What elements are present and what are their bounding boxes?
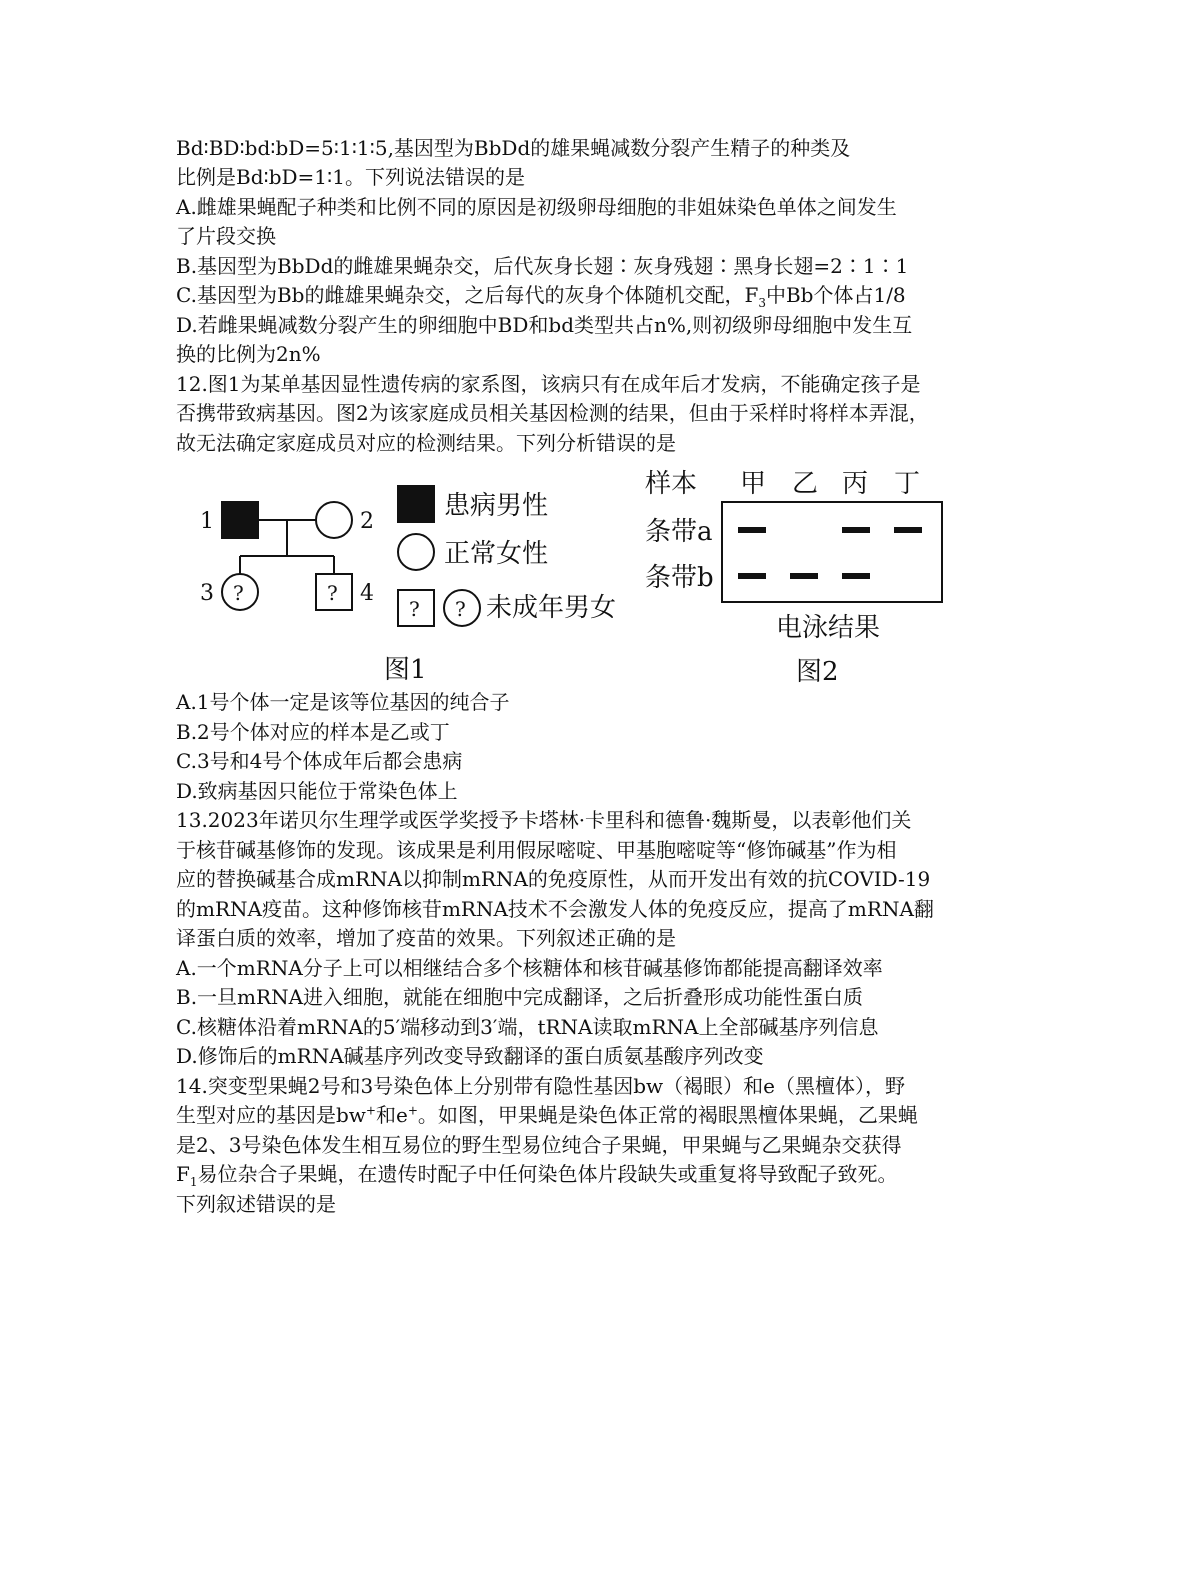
option-b-line: B.一旦mRNA进入细胞，就能在细胞中完成翻译，之后折叠形成功能性蛋白质: [176, 985, 864, 1009]
option-b-line: B.2号个体对应的样本是乙或丁: [176, 720, 450, 744]
subscript: 1: [189, 1175, 198, 1189]
text-span: 易位杂合子果蝇，在遗传时配子中任何染色体片段缺失或重复将导致配子致死。: [197, 1162, 898, 1186]
text-line: 换的比例为2n%: [176, 342, 321, 366]
question-mark: ?: [233, 581, 244, 605]
question-mark: ?: [455, 597, 466, 621]
text-span: F: [176, 1162, 190, 1186]
question-mark: ?: [409, 597, 420, 621]
text-span: 。如图，甲果蝇是染色体正常的褐眼黑檀体果蝇，乙果蝇: [417, 1103, 918, 1127]
column-label: 丁: [894, 469, 921, 499]
text-span: 和e: [375, 1103, 408, 1127]
text-line: 下列叙述错误的是: [176, 1192, 336, 1216]
gel-band: [894, 527, 922, 533]
option-b-line: B.基因型为BbDd的雌雄果蝇杂交，后代灰身长翅∶灰身残翅∶黑身长翅=2∶1∶1: [176, 254, 909, 278]
gel-band: [738, 527, 766, 533]
result-label: 电泳结果: [776, 613, 881, 643]
superscript: +: [407, 1103, 418, 1118]
band-a-label: 条带a: [645, 517, 713, 547]
option-c-line: C.核糖体沿着mRNA的5′端移动到3′端，tRNA读取mRNA上全部碱基序列信息: [176, 1015, 879, 1039]
electrophoresis-figure: [640, 458, 960, 690]
text-line: 了片段交换: [176, 224, 276, 248]
text-line: [176, 1101, 918, 1130]
text-line: Bd∶BD∶bd∶bD=5∶1∶1∶5,基因型为BbDd的雄果蝇减数分裂产生精子的种类及: [176, 136, 851, 160]
figure-1-caption: 图1: [384, 655, 427, 685]
text-line: 故无法确定家庭成员对应的检测结果。下列分析错误的是: [176, 431, 676, 455]
text-line: 应的替换碱基合成mRNA以抑制mRNA的免疫原性，从而开发出有效的抗COVID-19: [176, 867, 931, 891]
text-line: 于核苷碱基修饰的发现。该成果是利用假尿嘧啶、甲基胞嘧啶等“修饰碱基”作为相: [176, 838, 897, 862]
normal-female-symbol: [316, 502, 352, 538]
legend-normal-female-label: 正常女性: [444, 539, 549, 569]
column-label: 乙: [792, 469, 819, 499]
superscript: +: [365, 1103, 376, 1118]
text-line: 否携带致病基因。图2为该家庭成员相关基因检测的结果，但由于采样时将样本弄混，: [176, 401, 929, 425]
text-line: 比例是Bd∶bD=1∶1。下列说法错误的是: [176, 165, 525, 189]
gel-band: [842, 573, 870, 579]
text-line: 是2、3号染色体发生相互易位的野生型易位纯合子果蝇，甲果蝇与乙果蝇杂交获得: [176, 1133, 902, 1157]
band-b-label: 条带b: [645, 563, 714, 593]
option-d-line: D.修饰后的mRNA碱基序列改变导致翻译的蛋白质氨基酸序列改变: [176, 1044, 764, 1068]
subscript: 3: [758, 296, 766, 310]
legend-minor-label: 未成年男女: [486, 593, 617, 623]
option-d-line: D.若雌果蝇减数分裂产生的卵细胞中BD和bd类型共占n%,则初级卵母细胞中发生互: [176, 313, 913, 337]
option-a-line: A.一个mRNA分子上可以相继结合多个核糖体和核苷碱基修饰都能提高翻译效率: [176, 956, 883, 980]
gel-band: [738, 573, 766, 579]
affected-male-symbol: [222, 502, 258, 538]
individual-1-label: 1: [200, 509, 214, 534]
legend-normal-female-symbol: [398, 534, 434, 570]
option-a-line: A.雌雄果蝇配子种类和比例不同的原因是初级卵母细胞的非姐妹染色单体之间发生: [176, 195, 897, 219]
gel-band: [842, 527, 870, 533]
text-span: 中Bb个体占1/8: [765, 283, 906, 307]
gel-band: [790, 573, 818, 579]
question-14-line: 14.突变型果蝇2号和3号染色体上分别带有隐性基因bw（褐眼）和e（黑檀体），野: [176, 1074, 906, 1098]
sample-header: 样本: [645, 469, 698, 499]
column-label: 甲: [740, 469, 767, 499]
question-mark: ?: [327, 581, 338, 605]
gel-frame: [722, 502, 942, 602]
column-label: 丙: [842, 469, 869, 499]
individual-3-label: 3: [200, 581, 214, 606]
legend-affected-male-label: 患病男性: [444, 491, 549, 521]
legend-affected-male-symbol: [398, 486, 434, 522]
figure-2-caption: 图2: [796, 657, 839, 687]
individual-2-label: 2: [360, 509, 374, 534]
individual-4-label: 4: [360, 581, 374, 606]
text-span: C.基因型为Bb的雌雄果蝇杂交，之后每代的灰身个体随机交配，F: [176, 283, 759, 307]
text-line: 译蛋白质的效率，增加了疫苗的效果。下列叙述正确的是: [176, 926, 676, 950]
question-13-line: 13.2023年诺贝尔生理学或医学奖授予卡塔林·卡里科和德鲁·魏斯曼，以表彰他们关: [176, 808, 912, 832]
text-line: [176, 1160, 898, 1189]
option-a-line: A.1号个体一定是该等位基因的纯合子: [176, 690, 510, 714]
question-12-line: 12.图1为某单基因显性遗传病的家系图，该病只有在成年后才发病，不能确定孩子是: [176, 372, 921, 396]
text-line: 的mRNA疫苗。这种修饰核苷mRNA技术不会激发人体的免疫反应，提高了mRNA翻: [176, 897, 934, 921]
option-c-line: C.3号和4号个体成年后都会患病: [176, 749, 463, 773]
option-c-line: [176, 281, 906, 310]
option-d-line: D.致病基因只能位于常染色体上: [176, 779, 458, 803]
pedigree-figure: [190, 470, 640, 690]
text-span: 生型对应的基因是bw: [176, 1103, 366, 1127]
